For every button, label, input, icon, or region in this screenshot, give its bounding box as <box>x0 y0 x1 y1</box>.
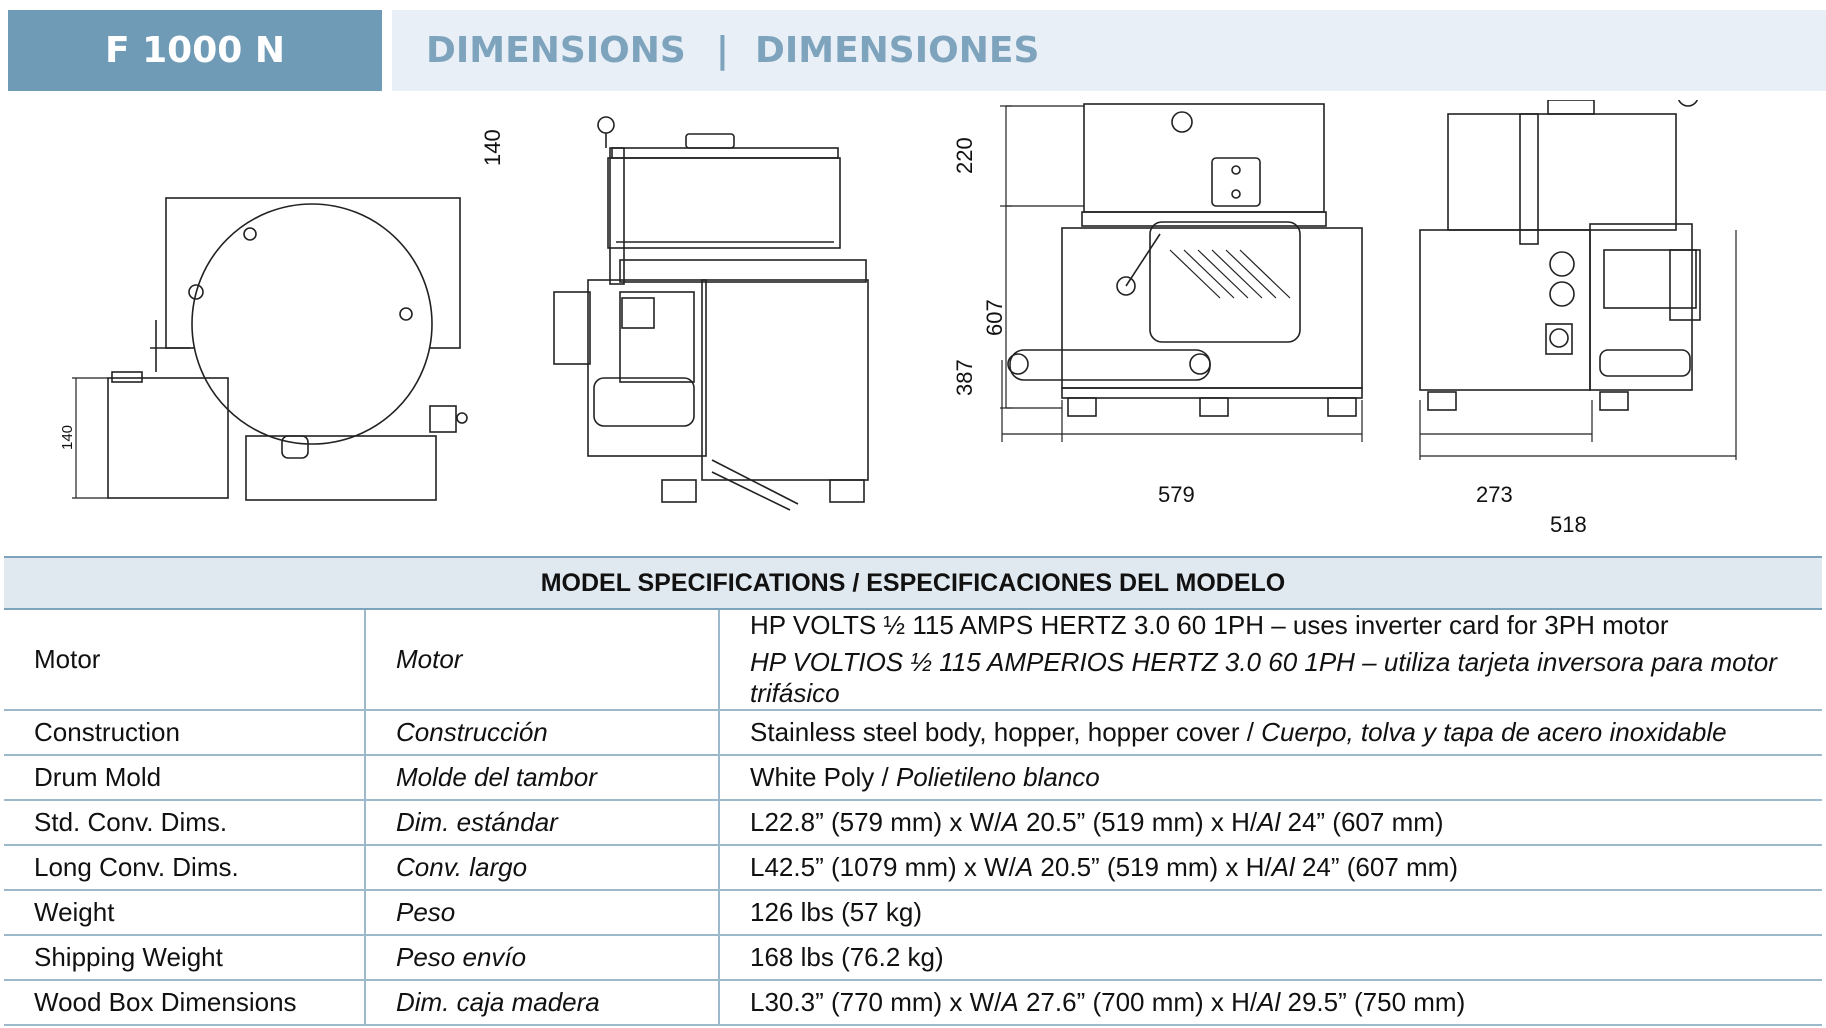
row-value <box>719 800 1822 845</box>
table-row <box>4 800 1822 845</box>
technical-drawings <box>0 100 1826 550</box>
value-en: White Poly / <box>750 762 896 792</box>
dim-518: 518 <box>1550 512 1587 537</box>
value-part: L22.8” (579 mm) x W/ <box>750 807 1002 837</box>
table-row <box>4 980 1822 1025</box>
spec-table <box>4 556 1822 1026</box>
title-spanish: DIMENSIONES <box>754 30 1040 71</box>
row-label-es: Construcción <box>365 710 719 755</box>
row-label-en: Shipping Weight <box>4 935 365 980</box>
value-es: Cuerpo, tolva y tapa de acero inoxidable <box>1261 717 1727 747</box>
dim-220: 220 <box>952 137 977 174</box>
value-part: A <box>1001 807 1019 837</box>
end-view-drawing <box>1420 100 1700 410</box>
dim-579: 579 <box>1158 482 1195 507</box>
value-part: 27.6” (700 mm) x H/ <box>1018 987 1258 1017</box>
value-part: Al <box>1271 852 1295 882</box>
dim-side-left: 140 <box>59 424 76 450</box>
dim-273: 273 <box>1476 482 1513 507</box>
value-part: 20.5” (519 mm) x H/ <box>1033 852 1272 882</box>
spec-title: MODEL SPECIFICATIONS / ESPECIFICACIONES DEL MODELO <box>4 557 1822 609</box>
value-part: 24” (607 mm) <box>1280 807 1444 837</box>
row-label-en: Construction <box>4 710 365 755</box>
spec-header-row <box>4 557 1822 609</box>
row-label-es: Peso <box>365 890 719 935</box>
value-part: 24” (607 mm) <box>1294 852 1458 882</box>
dim-side-top: 140 <box>480 129 505 166</box>
table-row <box>4 609 1822 710</box>
row-value: 126 lbs (57 kg) <box>719 890 1822 935</box>
row-label-es: Motor <box>365 609 719 710</box>
table-row <box>4 755 1822 800</box>
dim-607: 607 <box>982 299 1007 336</box>
table-row <box>4 890 1822 935</box>
row-label-es: Peso envío <box>365 935 719 980</box>
title-separator: | <box>715 30 729 71</box>
row-value: 168 lbs (76.2 kg) <box>719 935 1822 980</box>
model-name: F 1000 N <box>8 10 382 91</box>
row-label-en: Std. Conv. Dims. <box>4 800 365 845</box>
row-label-es: Dim. caja madera <box>365 980 719 1025</box>
front-view-drawing <box>1008 104 1362 416</box>
table-row <box>4 845 1822 890</box>
value-es: HP VOLTIOS ½ 115 AMPERIOS HERTZ 3.0 60 1PH – utiliza tarjeta inversora para motor trifásico <box>750 647 1777 708</box>
row-label-en: Drum Mold <box>4 755 365 800</box>
value-part: Al <box>1257 807 1281 837</box>
row-label-es: Conv. largo <box>365 845 719 890</box>
value-part: 20.5” (519 mm) x H/ <box>1018 807 1258 837</box>
row-label-es: Dim. estándar <box>365 800 719 845</box>
value-es: Polietileno blanco <box>895 762 1100 792</box>
row-label-es: Molde del tambor <box>365 755 719 800</box>
row-value <box>719 710 1822 755</box>
row-label-en: Long Conv. Dims. <box>4 845 365 890</box>
page-title <box>392 10 1826 91</box>
side-view-drawing <box>108 198 467 500</box>
table-row <box>4 710 1822 755</box>
value-part: A <box>1015 852 1034 882</box>
row-label-en: Motor <box>4 609 365 710</box>
value-en: Stainless steel body, hopper, hopper cover / <box>750 717 1262 747</box>
row-value <box>719 609 1822 710</box>
value-en: HP VOLTS ½ 115 AMPS HERTZ 3.0 60 1PH – uses inverter card for 3PH motor <box>750 610 1669 640</box>
value-part: L42.5” (1079 mm) x W/ <box>750 852 1016 882</box>
dim-387: 387 <box>952 359 977 396</box>
value-part: Al <box>1257 987 1281 1017</box>
row-value <box>719 845 1822 890</box>
rear-view-drawing <box>554 117 868 510</box>
row-value <box>719 755 1822 800</box>
table-row <box>4 935 1822 980</box>
row-label-en: Wood Box Dimensions <box>4 980 365 1025</box>
row-label-en: Weight <box>4 890 365 935</box>
row-value <box>719 980 1822 1025</box>
value-part: 29.5” (750 mm) <box>1280 987 1466 1017</box>
title-english: DIMENSIONS <box>426 30 686 71</box>
value-part: L30.3” (770 mm) x W/ <box>750 987 1002 1017</box>
value-part: A <box>1001 987 1019 1017</box>
